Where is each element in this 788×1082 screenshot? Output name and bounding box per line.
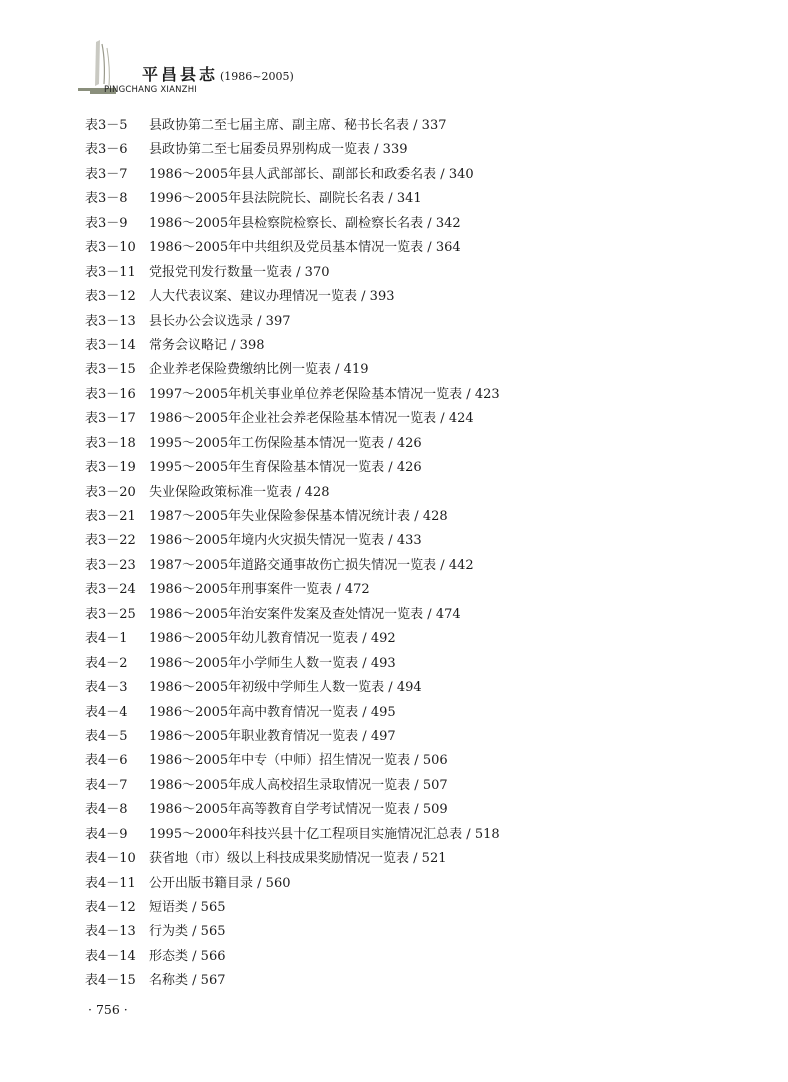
- toc-entry-number: 表4－11: [85, 875, 136, 891]
- toc-entry: 表4－2 1986～2005年小学师生人数一览表 / 493: [85, 652, 500, 676]
- toc-entry: 表3－18 1995～2005年工伤保险基本情况一览表 / 426: [85, 432, 500, 456]
- toc-entry-page: 433: [396, 533, 422, 549]
- toc-entry-title: 公开出版书籍目录: [149, 875, 254, 891]
- toc-entry: 表3－10 1986～2005年中共组织及党员基本情况一览表 / 364: [85, 236, 500, 260]
- toc-entry-page: 565: [200, 900, 226, 915]
- toc-entry: 表3－20 失业保险政策标准一览表 / 428: [85, 481, 500, 505]
- toc-entry-title: 1986～2005年治安案件发案及查处情况一览表: [149, 606, 424, 622]
- toc-entry-title: 1987～2005年失业保险参保基本情况统计表: [149, 509, 411, 524]
- toc-entry-number: 表3－7: [85, 166, 128, 182]
- toc-entry-title: 党报党刊发行数量一览表: [149, 264, 293, 280]
- toc-entry: 表3－15 企业养老保险费缴纳比例一览表 / 419: [85, 358, 500, 382]
- toc-entry-page: 493: [370, 655, 396, 671]
- toc-entry-page: 518: [474, 826, 500, 842]
- toc-entry: 表3－5 县政协第二至七届主席、副主席、秘书长名表 / 337: [85, 114, 500, 138]
- toc-entry-number: 表4－6: [85, 753, 128, 769]
- toc-entry-title: 1986～2005年小学师生人数一览表: [149, 655, 359, 671]
- book-title-text: 平昌县志: [142, 65, 219, 84]
- toc-entry-title: 1986～2005年幼儿教育情况一览表: [149, 631, 359, 647]
- toc-entry-number: 表4－5: [85, 728, 128, 744]
- toc-entry-page: 340: [448, 166, 474, 182]
- toc-entry-page: 567: [200, 973, 226, 989]
- toc-entry-number: 表4－3: [85, 680, 128, 696]
- toc-entry-page: 419: [343, 362, 369, 378]
- toc-entry-number: 表3－24: [85, 582, 136, 598]
- toc-entry-title: 常务会议略记: [149, 337, 228, 353]
- toc-entry-number: 表3－9: [85, 215, 128, 231]
- toc-entry-title: 1986～2005年企业社会养老保险基本情况一览表: [149, 411, 437, 427]
- toc-entry-number: 表3－15: [85, 362, 136, 378]
- toc-entry-page: 492: [370, 631, 396, 647]
- toc-entry: 表3－17 1986～2005年企业社会养老保险基本情况一览表 / 424: [85, 407, 500, 431]
- toc-entry-page: 339: [382, 142, 408, 158]
- toc-entry-page: 565: [200, 924, 226, 940]
- toc-entry-number: 表3－13: [85, 313, 136, 329]
- toc-entry: 表4－5 1986～2005年职业教育情况一览表 / 497: [85, 725, 500, 749]
- toc-entry-title: 1987～2005年道路交通事故伤亡损失情况一览表: [149, 557, 437, 573]
- toc-entry-title: 县政协第二至七届委员界别构成一览表: [149, 142, 371, 158]
- toc-entry-page: 423: [474, 386, 500, 402]
- toc-entry: 表3－24 1986～2005年刑事案件一览表 / 472: [85, 578, 500, 602]
- toc-entry: 表4－1 1986～2005年幼儿教育情况一览表 / 492: [85, 627, 500, 651]
- toc-entry-page: 472: [344, 582, 370, 598]
- toc-entry: 表4－3 1986～2005年初级中学师生人数一览表 / 494: [85, 676, 500, 700]
- toc-entry-number: 表4－7: [85, 777, 128, 793]
- toc-entry: 表3－6 县政协第二至七届委员界别构成一览表 / 339: [85, 138, 500, 162]
- toc-entry-page: 566: [200, 948, 226, 964]
- toc-entry-number: 表3－17: [85, 411, 136, 427]
- toc-entry-number: 表3－18: [85, 435, 136, 451]
- toc-entry-page: 474: [435, 606, 461, 622]
- toc-entry: 表3－11 党报党刊发行数量一览表 / 370: [85, 261, 500, 285]
- toc-entry-title: 1986～2005年职业教育情况一览表: [149, 728, 359, 744]
- toc-entry-number: 表3－6: [85, 142, 128, 158]
- toc-entry-title: 1995～2000年科技兴县十亿工程项目实施情况汇总表: [149, 826, 463, 842]
- toc-entry-number: 表3－8: [85, 191, 128, 207]
- toc-entry: 表4－7 1986～2005年成人高校招生录取情况一览表 / 507: [85, 774, 500, 798]
- toc-entry-title: 县政协第二至七届主席、副主席、秘书长名表: [149, 118, 410, 133]
- toc-entry-title: 名称类: [149, 973, 189, 989]
- toc-entry-page: 428: [422, 509, 448, 524]
- toc-entry-number: 表4－4: [85, 704, 128, 720]
- toc-entry: 表4－15 名称类 / 567: [85, 969, 500, 993]
- toc-entry-page: 370: [304, 264, 330, 280]
- toc-entry-number: 表3－19: [85, 460, 136, 476]
- toc-entry-title: 人大代表议案、建议办理情况一览表: [149, 289, 358, 305]
- page-number: · 756 ·: [88, 1002, 128, 1017]
- toc-entry-title: 县长办公会议选录: [149, 313, 254, 329]
- toc-entry-page: 560: [265, 875, 291, 891]
- toc-entry-number: 表4－9: [85, 826, 128, 842]
- toc-entry-title: 1986～2005年县检察院检察长、副检察长名表: [149, 215, 424, 231]
- toc-entry: 表3－13 县长办公会议选录 / 397: [85, 310, 500, 334]
- toc-entry-number: 表4－14: [85, 948, 136, 964]
- toc-entry-number: 表4－8: [85, 802, 128, 818]
- toc-entry: 表3－14 常务会议略记 / 398: [85, 334, 500, 358]
- toc-entry-number: 表3－11: [85, 264, 136, 280]
- header-rule: [78, 88, 102, 91]
- toc-entry: 表3－22 1986～2005年境内火灾损失情况一览表 / 433: [85, 529, 500, 553]
- toc-entry-number: 表3－21: [85, 509, 136, 524]
- toc-entry: 表4－10 获省地（市）级以上科技成果奖励情况一览表 / 521: [85, 847, 500, 871]
- toc-entry: 表3－9 1986～2005年县检察院检察长、副检察长名表 / 342: [85, 212, 500, 236]
- toc-entry-number: 表3－12: [85, 289, 136, 305]
- book-subtitle: [78, 85, 197, 95]
- toc-entry-page: 507: [422, 777, 448, 793]
- toc-entry-number: 表4－10: [85, 851, 136, 867]
- toc-entry-title: 1986～2005年高中教育情况一览表: [149, 704, 359, 720]
- toc-entry-title: 1995～2005年生育保险基本情况一览表: [149, 460, 385, 476]
- toc-entry: 表3－16 1997～2005年机关事业单位养老保险基本情况一览表 / 423: [85, 383, 500, 407]
- book-title: [142, 62, 294, 85]
- toc-entry-page: 509: [422, 802, 448, 818]
- toc-entry-page: 342: [435, 215, 461, 231]
- toc-entry-title: 企业养老保险费缴纳比例一览表: [149, 362, 332, 378]
- toc-entry-page: 397: [265, 313, 291, 329]
- toc-entry-page: 364: [435, 240, 461, 256]
- toc-entry-number: 表3－23: [85, 557, 136, 573]
- toc-entry-number: 表4－12: [85, 900, 136, 915]
- table-of-contents: [85, 114, 500, 994]
- toc-entry-number: 表3－22: [85, 533, 136, 549]
- toc-entry-page: 337: [421, 118, 447, 133]
- toc-entry: 表4－4 1986～2005年高中教育情况一览表 / 495: [85, 701, 500, 725]
- toc-entry-page: 495: [370, 704, 396, 720]
- toc-entry: 表3－23 1987～2005年道路交通事故伤亡损失情况一览表 / 442: [85, 554, 500, 578]
- toc-entry: 表4－6 1986～2005年中专（中师）招生情况一览表 / 506: [85, 749, 500, 773]
- toc-entry-number: 表4－13: [85, 924, 136, 940]
- toc-entry-title: 失业保险政策标准一览表: [149, 484, 293, 500]
- toc-entry: 表4－14 形态类 / 566: [85, 945, 500, 969]
- toc-entry: 表3－25 1986～2005年治安案件发案及查处情况一览表 / 474: [85, 603, 500, 627]
- toc-entry-title: 1986～2005年高等教育自学考试情况一览表: [149, 802, 411, 818]
- toc-entry-page: 426: [396, 435, 422, 451]
- toc-entry: 表3－7 1986～2005年县人武部部长、副部长和政委名表 / 340: [85, 163, 500, 187]
- toc-entry-page: 393: [369, 289, 395, 305]
- toc-entry: 表3－8 1996～2005年县法院院长、副院长名表 / 341: [85, 187, 500, 211]
- toc-entry: 表4－13 行为类 / 565: [85, 920, 500, 944]
- toc-entry-page: 494: [396, 680, 422, 696]
- toc-entry-page: 428: [304, 484, 330, 500]
- toc-entry-title: 1997～2005年机关事业单位养老保险基本情况一览表: [149, 386, 463, 402]
- toc-entry: 表4－12 短语类 / 565: [85, 896, 500, 920]
- toc-entry-page: 398: [239, 337, 265, 353]
- toc-entry-title: 获省地（市）级以上科技成果奖励情况一览表: [149, 851, 410, 867]
- toc-entry-number: 表3－25: [85, 606, 136, 622]
- toc-entry-title: 1986～2005年成人高校招生录取情况一览表: [149, 777, 411, 793]
- toc-entry-page: 341: [396, 191, 422, 207]
- toc-entry-title: 1986～2005年初级中学师生人数一览表: [149, 680, 385, 696]
- book-subtitle-text: PINGCHANG XIANZHI: [104, 85, 197, 95]
- toc-entry: 表4－11 公开出版书籍目录 / 560: [85, 872, 500, 896]
- toc-entry-title: 行为类: [149, 924, 189, 940]
- toc-entry: 表3－21 1987～2005年失业保险参保基本情况统计表 / 428: [85, 505, 500, 529]
- toc-entry-number: 表4－1: [85, 631, 128, 647]
- toc-entry-page: 497: [370, 728, 396, 744]
- toc-entry-title: 1995～2005年工伤保险基本情况一览表: [149, 435, 385, 451]
- toc-entry-title: 1986～2005年中专（中师）招生情况一览表: [149, 753, 411, 769]
- toc-entry: 表4－8 1986～2005年高等教育自学考试情况一览表 / 509: [85, 798, 500, 822]
- toc-entry-number: 表4－15: [85, 973, 136, 989]
- toc-entry-number: 表3－16: [85, 386, 136, 402]
- running-header: [78, 38, 338, 98]
- toc-entry-title: 1986～2005年境内火灾损失情况一览表: [149, 533, 385, 549]
- toc-entry-number: 表4－2: [85, 655, 128, 671]
- toc-entry-title: 短语类: [149, 900, 189, 915]
- toc-entry-number: 表3－14: [85, 337, 136, 353]
- toc-entry-title: 形态类: [149, 948, 189, 964]
- toc-entry-page: 424: [448, 411, 474, 427]
- toc-entry-number: 表3－5: [85, 118, 128, 133]
- toc-entry-page: 426: [396, 460, 422, 476]
- toc-entry: 表3－12 人大代表议案、建议办理情况一览表 / 393: [85, 285, 500, 309]
- toc-entry-page: 442: [448, 557, 474, 573]
- toc-entry-page: 506: [422, 753, 448, 769]
- toc-entry-title: 1996～2005年县法院院长、副院长名表: [149, 191, 385, 207]
- toc-entry-number: 表3－20: [85, 484, 136, 500]
- toc-entry-title: 1986～2005年刑事案件一览表: [149, 582, 333, 598]
- toc-entry-number: 表3－10: [85, 240, 136, 256]
- book-years: (1986~2005): [220, 70, 294, 83]
- toc-entry-page: 521: [421, 851, 447, 867]
- toc-entry-title: 1986～2005年县人武部部长、副部长和政委名表: [149, 166, 437, 182]
- toc-entry: 表3－19 1995～2005年生育保险基本情况一览表 / 426: [85, 456, 500, 480]
- toc-entry: 表4－9 1995～2000年科技兴县十亿工程项目实施情况汇总表 / 518: [85, 823, 500, 847]
- toc-entry-title: 1986～2005年中共组织及党员基本情况一览表: [149, 240, 424, 256]
